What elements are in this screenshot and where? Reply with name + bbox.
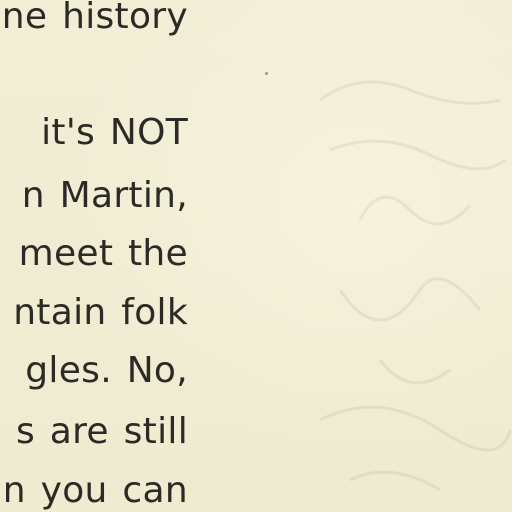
show-through-illustration [300, 60, 512, 512]
text-line: n Martin, [21, 175, 188, 216]
text-line: ne history [1, 0, 188, 37]
text-line: it's NOT [41, 112, 188, 153]
text-line: meet the [18, 233, 188, 274]
paper-speck [265, 72, 268, 75]
text-line: s are still [15, 411, 188, 452]
text-line: gles. No, [25, 350, 188, 391]
text-line: n you can [2, 470, 188, 511]
text-column [0, 0, 188, 512]
text-line: ntain folk [13, 292, 188, 333]
